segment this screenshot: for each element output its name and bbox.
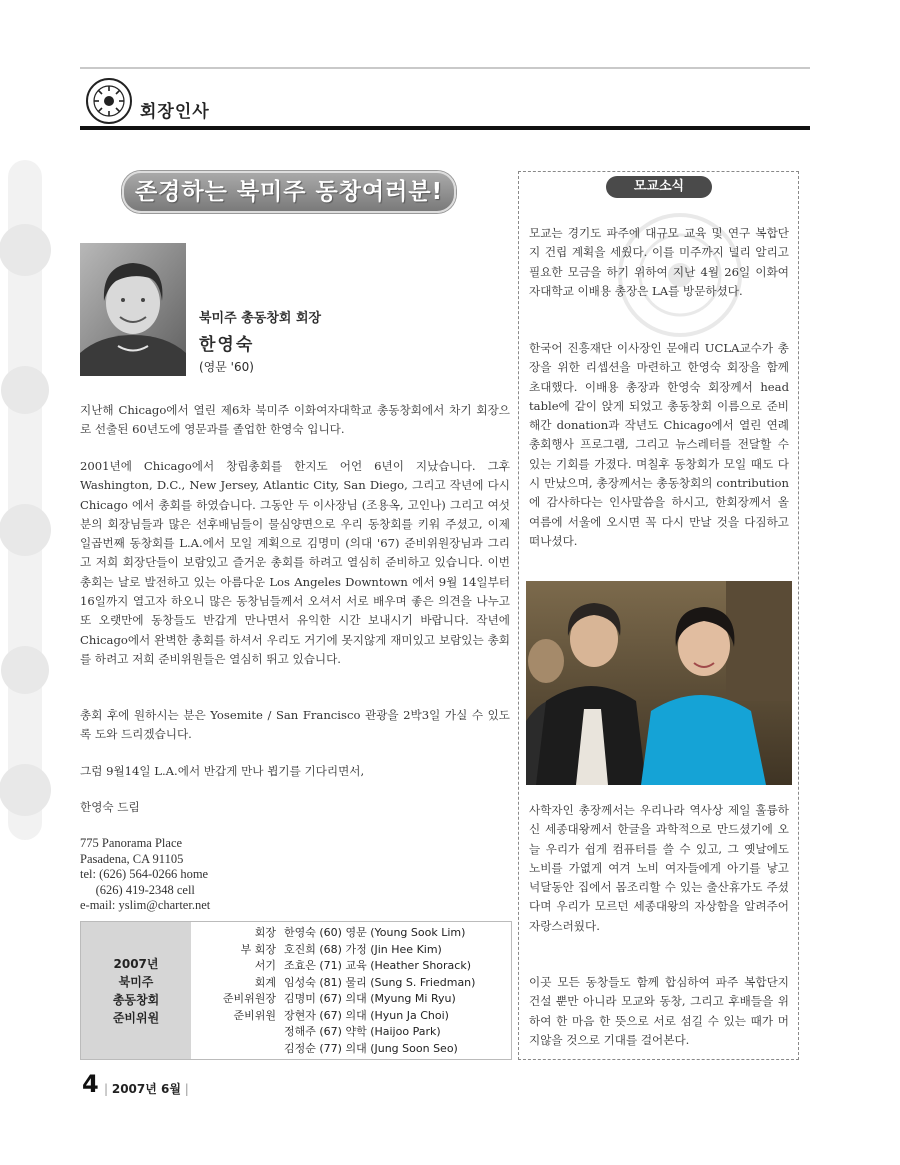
committee-heading-line: 2007년 xyxy=(113,957,159,971)
letter-paragraph-2: 2001년에 Chicago에서 창립총회를 한지도 어언 6년이 지났습니다. 그후 Washington, D.C., New Jersey, Atlantic City, San Diego, 그리고 작년에 다시 Chicago 에서 총회를 하였습니다. 그동안 두 이사장님 (조용옥, 고인나) 그리고 여섯분의 회장님들과 많은 선후배님들이 물심양면으로 우리 동창회를 키워 주셨고, 이제 일곱번째 동창회를 L.A.에서 모일 계획으로 김명미 (의대 '67) 준비위원장님과 그리고 저희 회장단들이 보람있고 즐거운 총회를 하려고 열심히 준비하고 있습니다. 이번 총회는 날로 발전하고 있는 아름다운 Los Angeles Downtown 에서 9월 14일부터 16일까지 열고자 하오니 많은 동창님들께서 오셔서 서로 배우며 좋은 의견을 나누고 또 오랫만에 동창들도 반갑게 만나면서 유익한 시간 보내시기 바랍니다. 작년에 Chicago에서 완벽한 총회를 하셔서 우리도 거기에 못지않게 재미있고 보람있는 총회를 하려고 저희 준비위원들은 열심히 뛰고 있습니다. xyxy=(80,459,510,666)
email-link[interactable]: e-mail: yslim@charter.net xyxy=(80,898,211,912)
member-name: 호진희 (68) 가정 (Jin Hee Kim) xyxy=(284,942,442,956)
news-paragraph-1: 모교는 경기도 파주에 대규모 교육 및 연구 복합단지 건립 계획을 세웠다. 이를 미주까지 널리 알리고 필요한 모금을 하기 위하여 지난 4월 26일 이화여자대학교 이배용 총장은 LA를 방문하셨다. xyxy=(529,226,789,298)
president-name: 한영숙 xyxy=(199,335,255,355)
ewhaian-watermark xyxy=(0,160,60,840)
committee-box xyxy=(80,921,512,1060)
committee-row xyxy=(196,1007,508,1024)
president-title: 북미주 총동창회 회장 xyxy=(199,311,322,326)
member-role: 회계 xyxy=(254,975,276,989)
letter-paragraph-4: 그럼 9월14일 L.A.에서 반갑게 만나 뵙기를 기다리면서, xyxy=(80,764,365,778)
president-portrait xyxy=(80,243,186,376)
news-heading-badge: 모교소식 xyxy=(606,176,712,198)
member-role: 서기 xyxy=(254,959,276,972)
member-role: 준비위원 xyxy=(233,1008,276,1022)
member-name: 김정순 (77) 의대 (Jung Soon Seo) xyxy=(284,1041,458,1055)
member-name: 김명미 (67) 의대 (Myung Mi Ryu) xyxy=(284,992,456,1005)
committee-row xyxy=(196,1023,508,1040)
headline-text: 존경하는 북미주 동창여러분! xyxy=(134,179,444,205)
header-rule xyxy=(80,126,810,130)
letter-signature: 한영숙 드림 xyxy=(80,800,140,814)
committee-heading-panel xyxy=(81,922,191,1059)
issue-date-text: 2007년 6월 xyxy=(111,1082,181,1096)
letter-paragraph-3: 총회 후에 원하시는 분은 Yosemite / San Francisco 관광을 2박3일 가실 수 있도록 도와 드리겠습니다. xyxy=(80,708,510,742)
committee-row xyxy=(196,924,508,941)
news-paragraph-4: 이곳 모든 동창들도 함께 합심하여 파주 복합단지 건설 뿐만 아니라 모교와 동창, 그리고 후배들을 위하여 한 마음 한 뜻으로 서로 섬길 수 있는 때가 머지않을 것으로 기대를 걸어본다. xyxy=(529,975,789,1047)
member-name: 조효은 (71) 교육 (Heather Shorack) xyxy=(284,959,471,972)
member-role: 회장 xyxy=(254,926,276,939)
contact-address xyxy=(80,836,380,914)
phone-cell: (626) 419-2348 cell xyxy=(80,882,195,897)
member-role: 부 회장 xyxy=(240,942,276,956)
committee-heading-line: 총동창회 xyxy=(112,993,160,1007)
member-role: 준비위원장 xyxy=(222,992,276,1005)
letter-paragraph-1: 지난해 Chicago에서 열린 제6차 북미주 이화여자대학교 총동창회에서 차기 회장으로 선출된 60년도에 영문과를 졸업한 한영숙 입니다. xyxy=(80,403,510,437)
committee-row xyxy=(196,990,508,1007)
member-name: 장현자 (67) 의대 (Hyun Ja Choi) xyxy=(284,1008,449,1022)
headline-banner xyxy=(122,171,456,213)
news-paragraph-2: 한국어 진흥재단 이사장인 문애리 UCLA교수가 총장을 위한 리셉션을 마련하고 한영숙 회장을 함께 초대했다. 이배용 총장과 한영숙 회장께서 head table에 같이 앉게 되었고 총동창회 이름으로 준비해간 donation과 작년도 Chicago에서 열린 연례총회행사 프로그램, 그리고 뉴스레터를 전달할 수 있는 기회를 가졌다. 며칠후 동창회가 모일 때도 다시 만났으며, 총장께서는 총동창회의 contribution에 감사하다는 인사말씀을 하시고, 한회장께서 올 여름에 서울에 오시면 꼭 다시 만날 것을 다짐하고 떠나셨다. xyxy=(529,341,789,548)
news-paragraph-3: 사학자인 총장께서는 우리나라 역사상 제일 훌륭하신 세종대왕께서 한글을 과학적으로 만드셨기에 오늘 우리가 쉽게 컴퓨터를 쓸 수 있고, 그 옛날에도 노비를 가엾게 여겨 노비 여자들에게 아기를 낳고 넉달동안 집에서 몸조리할 수 있는 출산휴가도 주셨다며 우리가 모르던 세종대왕의 자상함을 알려주어 자랑스러웠다. xyxy=(529,803,789,933)
event-photo xyxy=(526,581,792,785)
committee-row xyxy=(196,941,508,958)
top-rule xyxy=(80,67,810,69)
president-class: (영문 '60) xyxy=(199,360,254,374)
member-name: 정해주 (67) 약학 (Haijoo Park) xyxy=(284,1025,441,1038)
address-line: Pasadena, CA 91105 xyxy=(80,851,184,866)
school-seal-icon xyxy=(85,77,133,125)
member-name: 임성숙 (81) 물리 (Sung S. Friedman) xyxy=(284,975,476,989)
committee-row xyxy=(196,974,508,991)
address-line: 775 Panorama Place xyxy=(80,836,183,850)
member-name: 한영숙 (60) 영문 (Young Sook Lim) xyxy=(284,926,466,939)
committee-row xyxy=(196,1040,508,1057)
phone-home: tel: (626) 564-0266 home xyxy=(80,867,209,881)
section-title: 회장인사 xyxy=(140,102,210,122)
page-number: 4 xyxy=(82,1070,99,1098)
committee-heading-line: 북미주 xyxy=(118,975,154,989)
committee-row xyxy=(196,957,508,974)
issue-date: | 2007년 6월 | xyxy=(104,1082,189,1096)
committee-heading-line: 준비위원 xyxy=(112,1011,160,1025)
committee-members xyxy=(196,924,508,1056)
committee-heading xyxy=(81,955,191,1027)
